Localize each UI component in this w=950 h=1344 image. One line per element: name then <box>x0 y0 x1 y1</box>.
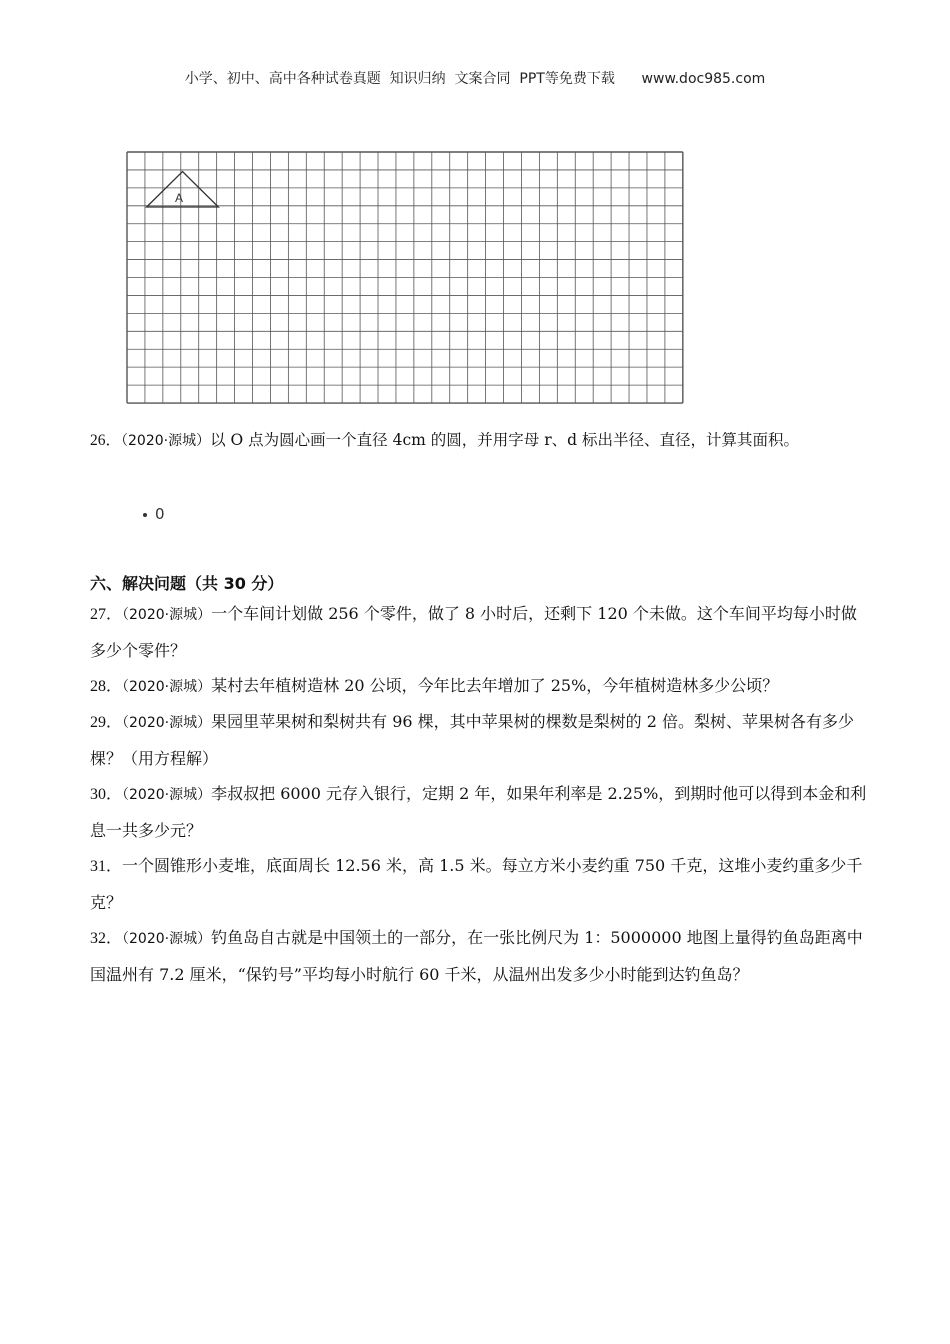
point-o <box>143 505 165 523</box>
question-31-text: 一个圆锥形小麦堆，底面周长 12.56 米，高 1.5 米。每立方米小麦约重 750 千克，这堆小麦约重多少千克？ <box>90 856 863 912</box>
question-26-source: （2020·源城） <box>121 433 211 449</box>
question-30 <box>90 776 870 849</box>
question-27-source: （2020·源城） <box>122 607 212 623</box>
question-26-text: 以 O 点为圆心画一个直径 4cm 的圆，并用字母 r、d 标出半径、直径，计算其面积。 <box>210 431 799 449</box>
question-29-source: （2020·源城） <box>122 715 212 731</box>
question-31 <box>90 848 870 921</box>
grid-lines <box>127 152 683 403</box>
question-27 <box>90 596 870 669</box>
question-28-source: （2020·源城） <box>122 679 212 695</box>
grid-figure <box>125 150 695 414</box>
question-27-number: 27． <box>90 606 123 623</box>
question-28-text: 某村去年植树造林 20 公顷，今年比去年增加了 25%，今年植树造林多少公顷？ <box>211 676 779 695</box>
question-26 <box>90 422 870 459</box>
question-29-text: 果园里苹果树和梨树共有 96 棵，其中苹果树的棵数是梨树的 2 倍。梨树、苹果树各有多少棵？（用方程解） <box>90 712 854 768</box>
question-32-text: 钓鱼岛自古就是中国领土的一部分，在一张比例尺为 1：5000000 地图上量得钓鱼岛距离中国温州有 7.2 厘米，“保钓号”平均每小时航行 60 千米，从温州出发多少小时能到达钓鱼岛？ <box>90 928 863 984</box>
question-30-number: 30． <box>90 786 123 803</box>
question-29-number: 29． <box>90 714 123 731</box>
question-32 <box>90 920 870 993</box>
question-31-number: 31． <box>90 858 123 875</box>
point-o-label: 0 <box>155 505 165 523</box>
question-26-number: 26． <box>90 432 122 449</box>
shape-a-label: A <box>175 191 184 205</box>
point-o-dot <box>143 513 147 517</box>
question-30-source: （2020·源城） <box>122 787 212 803</box>
question-28-number: 28． <box>90 678 123 695</box>
question-32-source: （2020·源城） <box>122 931 212 947</box>
grid-paper <box>125 150 695 410</box>
question-29 <box>90 704 870 777</box>
question-27-text: 一个车间计划做 256 个零件，做了 8 小时后，还剩下 120 个未做。这个车间平均每小时做多少个零件？ <box>90 604 857 660</box>
question-28 <box>90 668 870 705</box>
section-title: 六、解决问题（共 30 分） <box>90 574 284 593</box>
page-header: 小学、初中、高中各种试卷真题 知识归纳 文案合同 PPT等免费下载 www.doc985.com <box>184 71 766 87</box>
question-30-text: 李叔叔把 6000 元存入银行，定期 2 年，如果年利率是 2.25%，到期时他可以得到本金和利息一共多少元？ <box>90 784 867 840</box>
question-32-number: 32． <box>90 930 123 947</box>
